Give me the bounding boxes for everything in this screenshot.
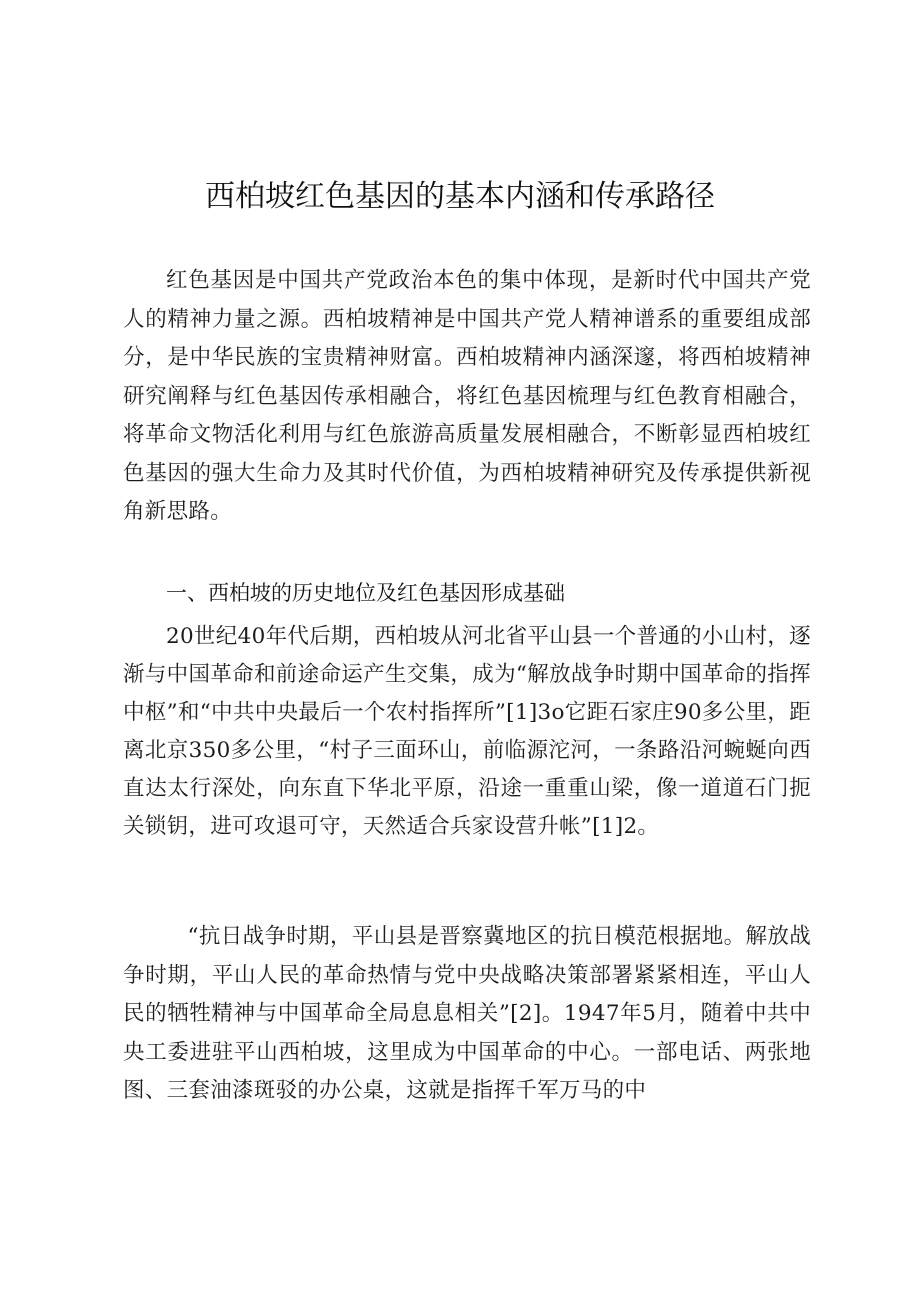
body-paragraph-2: “抗日战争时期，平山县是晋察冀地区的抗日模范根据地。解放战争时期，平山人民的革命热情与党中央战略决策部署紧紧相连，平山人民的牺牲精神与中国革命全局息息相关”[2]。1947年5月，随着中共中央工委进驻平山西柏坡，这里成为中国革命的中心。一部电话、两张地图、三套油漆斑驳的办公桌，这就是指挥千军万马的中 — [123, 924, 811, 1103]
body-paragraph-1: 20世纪40年代后期，西柏坡从河北省平山县一个普通的小山村，逐渐与中国革命和前途命运产生交集，成为“解放战争时期中国革命的指挥中枢”和“中共中央最后一个农村指挥所”[1]3o它距石家庄90多公里，距离北京350多公里，“村子三面环山，前临源沱河，一条路沿河蜿蜒向西直达太行深处，向东直下华北平原，沿途一重重山梁，像一道道石门扼关锁钥，进可攻退可守，天然适合兵家设营升帐”[1]2。 — [123, 624, 811, 839]
intro-paragraph: 红色基因是中国共产党政治本色的集中体现，是新时代中国共产党人的精神力量之源。西柏坡精神是中国共产党人精神谱系的重要组成部分，是中华民族的宝贵精神财富。西柏坡精神内涵深邃，将西柏坡精神研究阐释与红色基因传承相融合，将红色基因梳理与红色教育相融合，将革命文物活化利用与红色旅游高质量发展相融合，不断彰显西柏坡红色基因的强大生命力及其时代价值，为西柏坡精神研究及传承提供新视角新思路。 — [123, 268, 811, 524]
section-heading: 一、西柏坡的历史地位及红色基因形成基础 — [166, 581, 565, 605]
document-title: 西柏坡红色基因的基本内涵和传承路径 — [205, 179, 715, 214]
